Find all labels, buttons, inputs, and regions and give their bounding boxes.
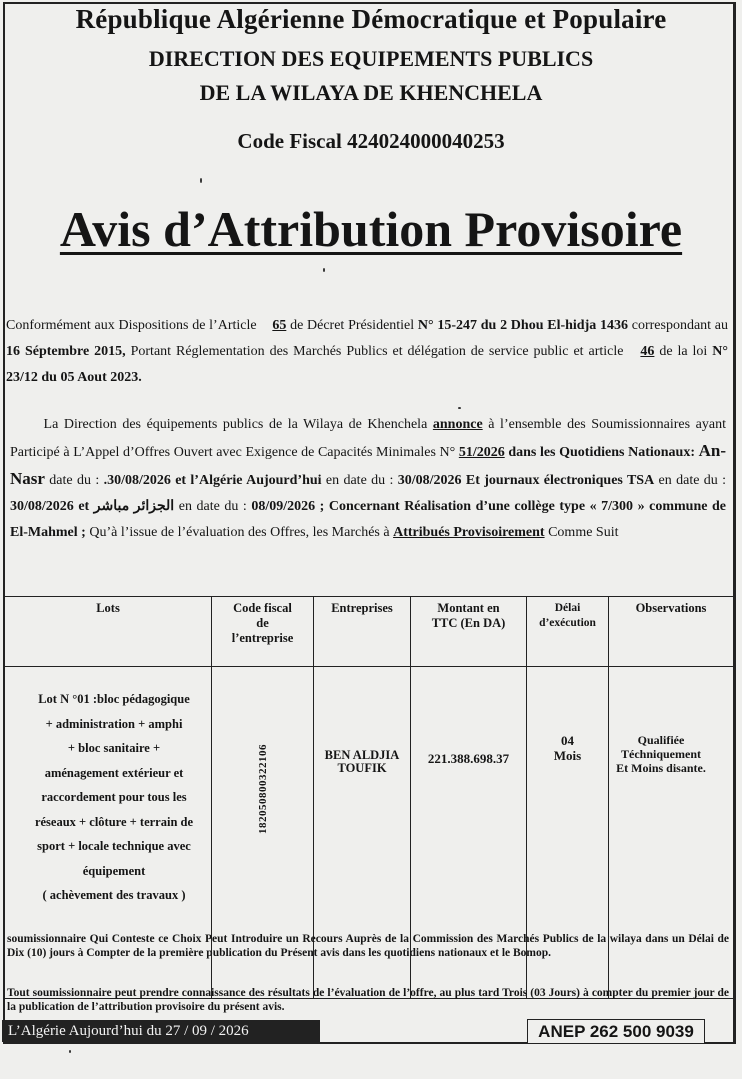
text: La Direction des équipements publics de la Wilaya de Khenchela	[43, 417, 433, 432]
code-fiscal-value: 182050800322106	[256, 744, 269, 834]
newspaper-footer: L’Algérie Aujourd’hui du 27 / 09 / 2026	[2, 1020, 320, 1042]
evaluation-note: Tout soumissionnaire peut prendre connaissance des résultats de l’évaluation de l’offre, au plus tard Trois (03 Jours) à compter du premier jour de la publication de l’attribution provisoire du présent avis.	[7, 987, 729, 1013]
header-text: Délai d’exécution	[539, 602, 596, 629]
lot-line: équipement	[82, 863, 146, 878]
lot-line: sport + locale technique avec	[37, 839, 191, 853]
lot-line: raccordement pour tous les	[41, 790, 187, 804]
lot-line: aménagement extérieur et	[44, 765, 184, 780]
publication-date-1: .30/08/2026	[103, 473, 171, 488]
scan-speck	[200, 178, 202, 183]
header-text: Montant en TTC (En DA)	[431, 601, 506, 630]
lot-line: réseaux + clôture + terrain de	[34, 814, 194, 829]
lot-line: Lot N °01 :bloc pédagogique	[38, 692, 190, 706]
col-header-observations: Observations	[609, 597, 734, 667]
wilaya-heading: DE LA WILAYA DE KHENCHELA	[199, 80, 543, 105]
text: date du :	[44, 473, 104, 488]
text: et	[73, 499, 94, 514]
lot-line: ( achèvement des travaux )	[42, 888, 186, 902]
col-header-delai	[527, 597, 609, 667]
text: à l’ensemble des Soumissionnaires ayant Participé à L’Appel d’Offres Ouvert avec Exigence de Capacités Minimales N°	[10, 417, 726, 460]
text: et	[170, 473, 191, 488]
law-ref: N° 23/12 du 05 Aout 2023.	[6, 344, 728, 385]
newspaper-arabic: الجزائر مباشر	[93, 499, 175, 514]
text: dans les Quotidiens Nationaux:	[504, 445, 699, 460]
col-header-lots: Lots	[5, 597, 212, 667]
republic-heading: République Algérienne Démocratique et Populaire	[75, 4, 667, 34]
appeal-note: soumissionnaire Qui Conteste ce Choix Peut Introduire un Recours Auprès de la Commission des Marchés Publics de la wilaya dans un Délai de Dix (10) jours à Compter de la première publication du Présent avis dans les quotidiens nationaux et le Bomop.	[7, 933, 729, 959]
publication-date-4: 08/09/2026	[251, 499, 316, 514]
anep-reference: ANEP 262 500 9039	[527, 1019, 705, 1044]
publication-date-2: 30/08/2026	[397, 473, 462, 488]
col-header-montant	[411, 597, 527, 667]
scan-speck	[323, 268, 325, 272]
provisional-award: Attribués Provisoirement	[393, 525, 545, 540]
entreprise-value: BEN ALDJIA TOUFIK	[324, 748, 400, 775]
decree-ref: N° 15-247 du 2 Dhou El-hidja 1436	[417, 318, 628, 333]
text: correspondant au	[628, 318, 728, 333]
scan-speck	[69, 1050, 71, 1053]
project-subject: ; Concernant Réalisation d’une collège type « 7/300 » commune de El-Mahmel ;	[10, 499, 726, 540]
newspaper-algerie-aujourdhui: l’Algérie Aujourd’hui	[190, 473, 322, 488]
col-header-code-fiscal	[212, 597, 314, 667]
legal-basis-paragraph	[6, 313, 728, 391]
table-header-row	[5, 597, 734, 667]
scan-speck	[458, 407, 461, 409]
article-number: 65	[272, 318, 287, 333]
text: de la loi	[654, 344, 713, 359]
text: en date du :	[654, 473, 727, 488]
notice-title: Avis d’Attribution Provisoire	[59, 201, 683, 257]
decree-date: 16 Séptembre 2015,	[6, 344, 126, 359]
article-number-2: 46	[640, 344, 655, 359]
annonce-word: annonce	[432, 417, 483, 432]
tender-number: 51/2026	[458, 445, 505, 460]
newspaper-an-nasr: An-Nasr	[10, 441, 726, 488]
montant-cell: 221.388.698.37	[411, 667, 527, 999]
delai-value: 04 Mois	[553, 733, 582, 763]
text: Comme Suit	[544, 525, 619, 540]
text: Qu’à l’issue de l’évaluation des Offres, les Marchés à	[85, 525, 394, 540]
fiscal-code-heading: Code Fiscal 424024000040253	[237, 129, 505, 153]
publication-date-3: 30/08/2026	[10, 499, 74, 514]
lot-line: + bloc sanitaire +	[67, 741, 161, 755]
col-header-entreprises: Entreprises	[314, 597, 411, 667]
announcement-paragraph	[10, 412, 726, 546]
observations-value: Qualifiée Téchniquement Et Moins disante.	[616, 733, 706, 775]
text: en date du :	[321, 473, 398, 488]
text: Et journaux électroniques TSA	[461, 473, 655, 488]
text: de Décret Présidentiel	[286, 318, 418, 333]
header-text: Code fiscal de l’entreprise	[231, 601, 294, 645]
text: en date du :	[174, 499, 252, 514]
lot-line: + administration + amphi	[45, 716, 183, 731]
direction-heading: DIRECTION DES EQUIPEMENTS PUBLICS	[148, 46, 594, 71]
text: Conformément aux Dispositions de l’Article	[6, 318, 261, 333]
text: Portant Réglementation des Marchés Publics et délégation de service public et article	[125, 344, 629, 359]
